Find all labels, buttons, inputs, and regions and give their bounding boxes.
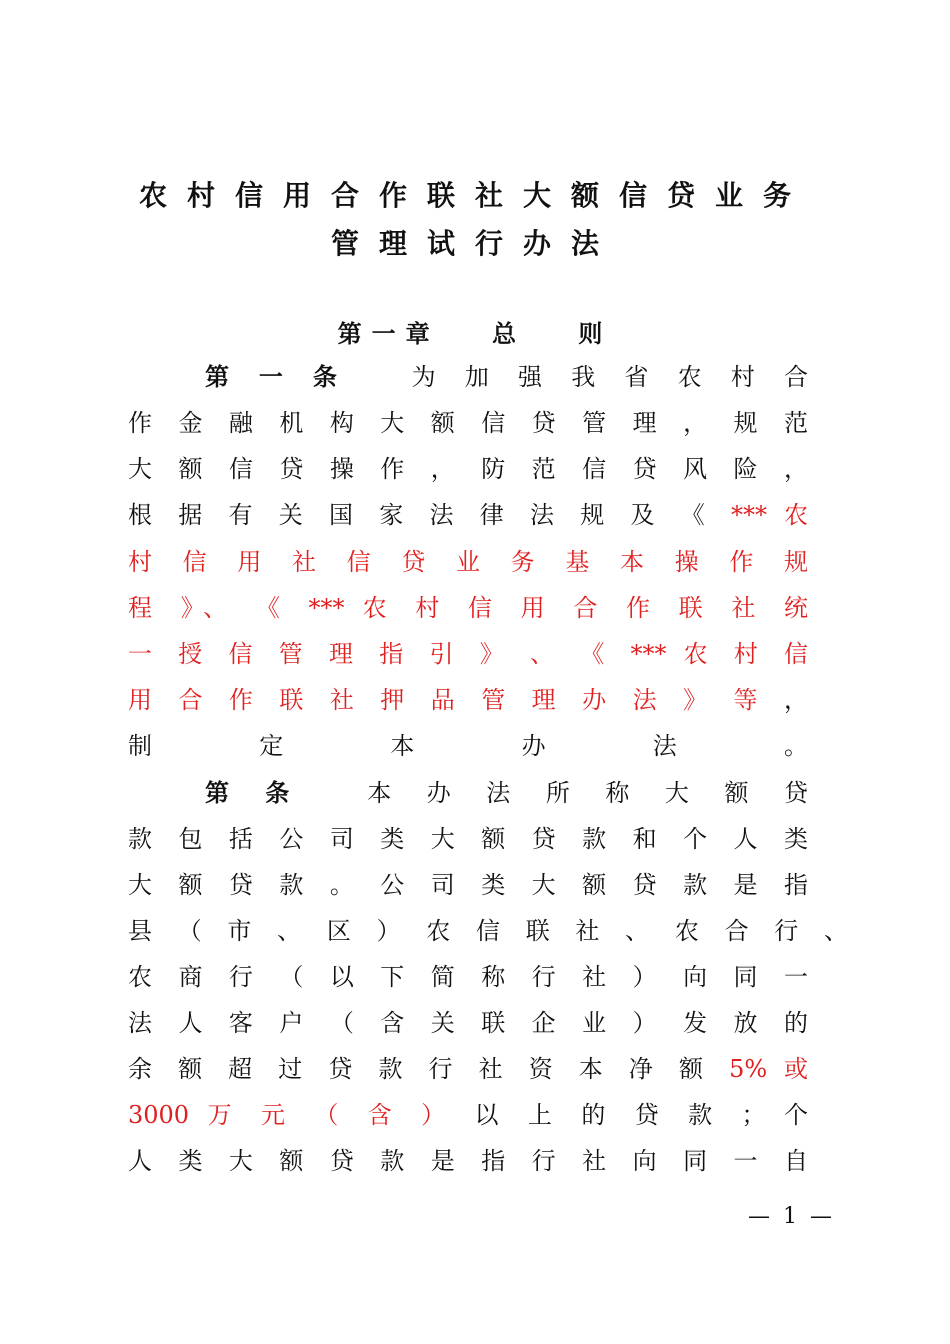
highlighted-text: 程 》、 《 *** 农 村 信 用 合 作 联 社 统 <box>128 594 808 622</box>
body-line <box>128 451 808 487</box>
text-run: 人 类 大 额 贷 款 是 指 行 社 向 同 一 自 <box>128 1147 808 1175</box>
text-run: 款 包 括 公 司 类 大 额 贷 款 和 个 人 类 <box>128 825 808 853</box>
body-line <box>128 821 808 857</box>
text-run: 制 定 本 办 法 。 <box>128 732 808 760</box>
article-label: 第 条 <box>205 778 304 807</box>
highlighted-text: 用 合 作 联 社 押 品 管 理 办 法 》 等 <box>128 686 767 714</box>
body-line <box>128 1097 808 1133</box>
text-run: 以 上 的 贷 款 ； 个 <box>456 1101 808 1129</box>
body-line <box>128 636 808 672</box>
text-run: 法 人 客 户 （ 含 关 联 企 业 ） 发 放 的 <box>128 1009 808 1037</box>
body-line <box>205 359 808 395</box>
chapter-heading: 第一章 总 则 <box>337 319 613 348</box>
body-line <box>128 590 808 626</box>
body-line <box>128 728 808 764</box>
text-run: ， <box>766 686 808 714</box>
body-line <box>205 775 808 811</box>
body-line <box>128 1051 808 1087</box>
highlighted-text: 一 授 信 管 理 指 引 》 、 《 *** 农 村 信 <box>128 640 808 668</box>
highlighted-text: *** 农 <box>731 501 808 529</box>
document-title-line-1: 农村信用合作联社大额信贷业务 <box>138 179 811 212</box>
body-line <box>128 913 848 949</box>
page-number: — 1 — <box>748 1204 832 1229</box>
text-run: 大 额 贷 款 。 公 司 类 大 额 贷 款 是 指 <box>128 871 808 899</box>
body-line <box>128 544 808 580</box>
body-line <box>128 959 808 995</box>
highlighted-text: 5% 或 <box>729 1055 809 1083</box>
text-run: 为 加 强 我 省 农 村 合 <box>411 363 809 391</box>
body-line <box>128 497 808 533</box>
text-run: 作 金 融 机 构 大 额 信 贷 管 理 ， 规 范 <box>128 409 808 437</box>
text-run: 大 额 信 贷 操 作 ， 防 范 信 贷 风 险 ， <box>128 455 808 483</box>
text-run: 县 （ 市 、 区 ） 农 信 联 社 、 农 合 行 、 <box>128 917 848 945</box>
body-line <box>128 405 808 441</box>
text-run: 农 商 行 （ 以 下 简 称 行 社 ） 向 同 一 <box>128 963 808 991</box>
body-line <box>128 867 808 903</box>
body-line <box>128 1005 808 1041</box>
highlighted-text: 村 信 用 社 信 贷 业 务 基 本 操 作 规 <box>128 548 808 576</box>
text-run: 余 额 超 过 贷 款 行 社 资 本 净 额 <box>128 1055 730 1083</box>
text-run: 本 办 法 所 称 大 额 贷 <box>367 779 809 807</box>
body-line <box>128 682 808 718</box>
article-label: 第 一 条 <box>205 362 348 391</box>
highlighted-text: 3000 万 元 （ 含 ） <box>128 1101 457 1129</box>
document-title-line-2: 管理试行办法 <box>330 227 619 260</box>
text-run: 根 据 有 关 国 家 法 律 法 规 及 《 <box>128 501 732 529</box>
body-line <box>128 1143 808 1179</box>
